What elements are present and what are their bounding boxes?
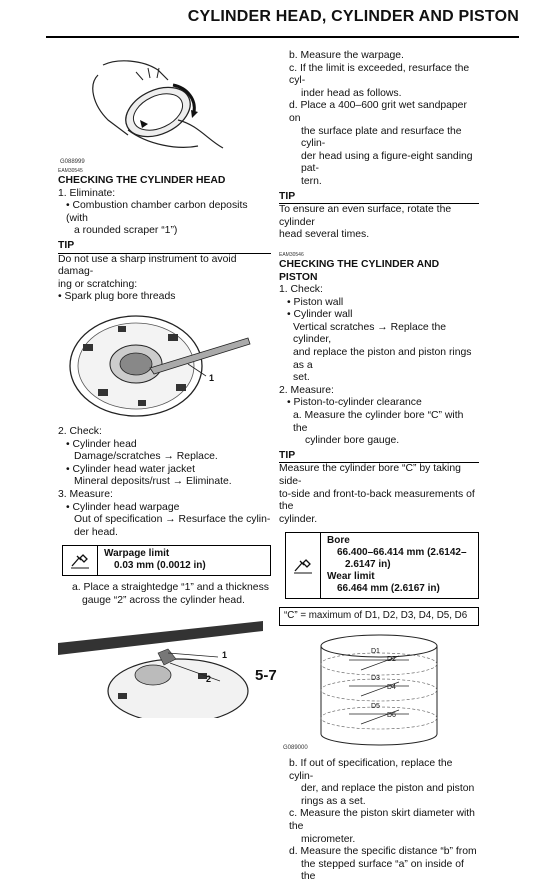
figure-cylinder-head-scraper	[58, 304, 271, 424]
bore-formula-box	[279, 607, 479, 626]
step-text: 1. Check:	[279, 284, 323, 296]
bullet-text: • Cylinder head warpage	[66, 501, 180, 513]
detail-text: and replace the piston and piston rings as a	[293, 347, 472, 371]
substep-text: c. Measure the piston skirt diameter with the	[289, 808, 475, 832]
substep-text: the stepped surface “a” on inside of the	[301, 858, 464, 883]
substep-text: tern.	[301, 175, 322, 187]
step-text: 2. Check:	[58, 425, 102, 437]
bullet-text: a rounded scraper “1”)	[74, 225, 178, 237]
page-header-title: CYLINDER HEAD, CYLINDER AND PISTON	[187, 8, 519, 25]
step-text: 2. Measure:	[279, 384, 334, 396]
label-d1: D1	[371, 647, 380, 655]
spec-bore-title: Bore	[327, 535, 350, 547]
spec-bore-value: 66.400–66.414 mm (2.6142–	[337, 547, 467, 559]
piston-hands-illustration	[58, 50, 238, 168]
figure-code: G089000	[283, 744, 308, 751]
spec-box-bore	[285, 532, 479, 599]
detail-text: Damage/scratches → Replace.	[74, 451, 218, 463]
label-d3: D3	[371, 674, 380, 682]
substep-text: c. If the limit is exceeded, resurface the cyl-	[289, 62, 470, 87]
detail-text: der head.	[74, 526, 118, 538]
substep-text: gauge “2” across the cylinder head.	[82, 594, 245, 606]
figure-straightedge	[58, 613, 271, 718]
step-text: 3. Measure:	[58, 488, 113, 500]
tip-text: To ensure an even surface, rotate the cylinder	[279, 204, 452, 228]
substep-text: a. Measure the cylinder bore “C” with the	[293, 410, 464, 434]
section-title: CHECKING THE CYLINDER HEAD	[58, 175, 226, 186]
bullet-text: • Piston wall	[287, 296, 344, 308]
tip-text: ing or scratching:	[58, 278, 138, 290]
spec-wear-value: 66.464 mm (2.6167 in)	[337, 583, 440, 595]
header-rule	[46, 36, 519, 38]
tip-text: cylinder.	[279, 513, 318, 525]
substep-text: d. Measure the specific distance “b” from	[289, 846, 477, 858]
tip-label: TIP	[279, 191, 479, 205]
detail-text: Vertical scratches → Replace the cylinder,	[293, 321, 447, 346]
bullet-text: • Cylinder head water jacket	[66, 463, 195, 475]
bullet-text: • Piston-to-cylinder clearance	[287, 397, 422, 409]
bullet-text: • Cylinder head	[66, 438, 137, 450]
substep-text: a. Place a straightedge “1” and a thickness	[72, 582, 269, 594]
substep-text: b. Measure the warpage.	[289, 50, 404, 61]
cylinder-head-illustration	[58, 304, 258, 424]
substep-text: micrometer.	[301, 833, 356, 845]
bore-formula-text: “C” = maximum of D1, D2, D3, D4, D5, D6	[284, 610, 468, 622]
figure-cylinder-bore	[279, 632, 479, 752]
left-column	[58, 50, 271, 718]
substep-text: rings as a set.	[301, 795, 366, 807]
spec-title: Warpage limit	[104, 548, 170, 560]
section-code: EAM30545	[58, 168, 83, 174]
step-text: 1. Eliminate:	[58, 187, 116, 199]
spec-bore-value: 2.6147 in)	[345, 559, 391, 571]
substep-text: der, and replace the piston and piston	[301, 783, 475, 795]
spec-value: 0.03 mm (0.0012 in)	[114, 560, 206, 572]
tip-text: head several times.	[279, 229, 370, 241]
callout-1: 1	[209, 372, 215, 383]
detail-text: Out of specification → Resurface the cylin-	[74, 514, 271, 526]
label-d5: D5	[371, 702, 380, 710]
tip-text: • Spark plug bore threads	[58, 291, 176, 303]
substep-text: der head using a figure-eight sanding pat-	[301, 150, 473, 175]
section-title: CHECKING THE CYLINDER AND PISTON	[279, 258, 440, 283]
detail-text: set.	[293, 372, 310, 384]
spec-box-warpage	[62, 545, 271, 576]
label-d6: D6	[387, 711, 396, 719]
label-d4: D4	[387, 683, 396, 691]
straightedge-illustration	[58, 613, 268, 718]
tip-text: Do not use a sharp instrument to avoid damag-	[58, 253, 237, 278]
tip-text: to-side and front-to-back measurements of the	[279, 488, 475, 513]
label-d2: D2	[387, 655, 396, 663]
callout-2: 2	[206, 674, 212, 685]
section-code: EAM30546	[279, 251, 304, 258]
bullet-text: • Cylinder wall	[287, 309, 353, 321]
spec-wear-title: Wear limit	[327, 571, 375, 583]
tip-label: TIP	[58, 240, 271, 254]
wrench-icon	[286, 533, 321, 598]
substep-text: cylinder bore gauge.	[305, 435, 400, 447]
detail-text: Mineral deposits/rust → Eliminate.	[74, 476, 232, 488]
callout-1: 1	[222, 650, 228, 661]
page-number: 5-7	[255, 667, 277, 684]
substep-text: inder head as follows.	[301, 87, 402, 99]
substep-text: b. If out of specification, replace the cylin-	[289, 757, 453, 782]
tip-label: TIP	[279, 450, 479, 464]
tip-text: Measure the cylinder bore “C” by taking side-	[279, 463, 461, 487]
substep-text: d. Place a 400–600 grit wet sandpaper on	[289, 100, 467, 124]
bullet-text: • Combustion chamber carbon deposits (with	[66, 200, 248, 224]
figure-code: G088999	[60, 159, 85, 165]
right-column	[279, 50, 479, 884]
substep-text: the surface plate and resurface the cylin-	[301, 125, 462, 150]
figure-piston-scraping	[58, 50, 271, 168]
wrench-icon	[63, 546, 98, 575]
